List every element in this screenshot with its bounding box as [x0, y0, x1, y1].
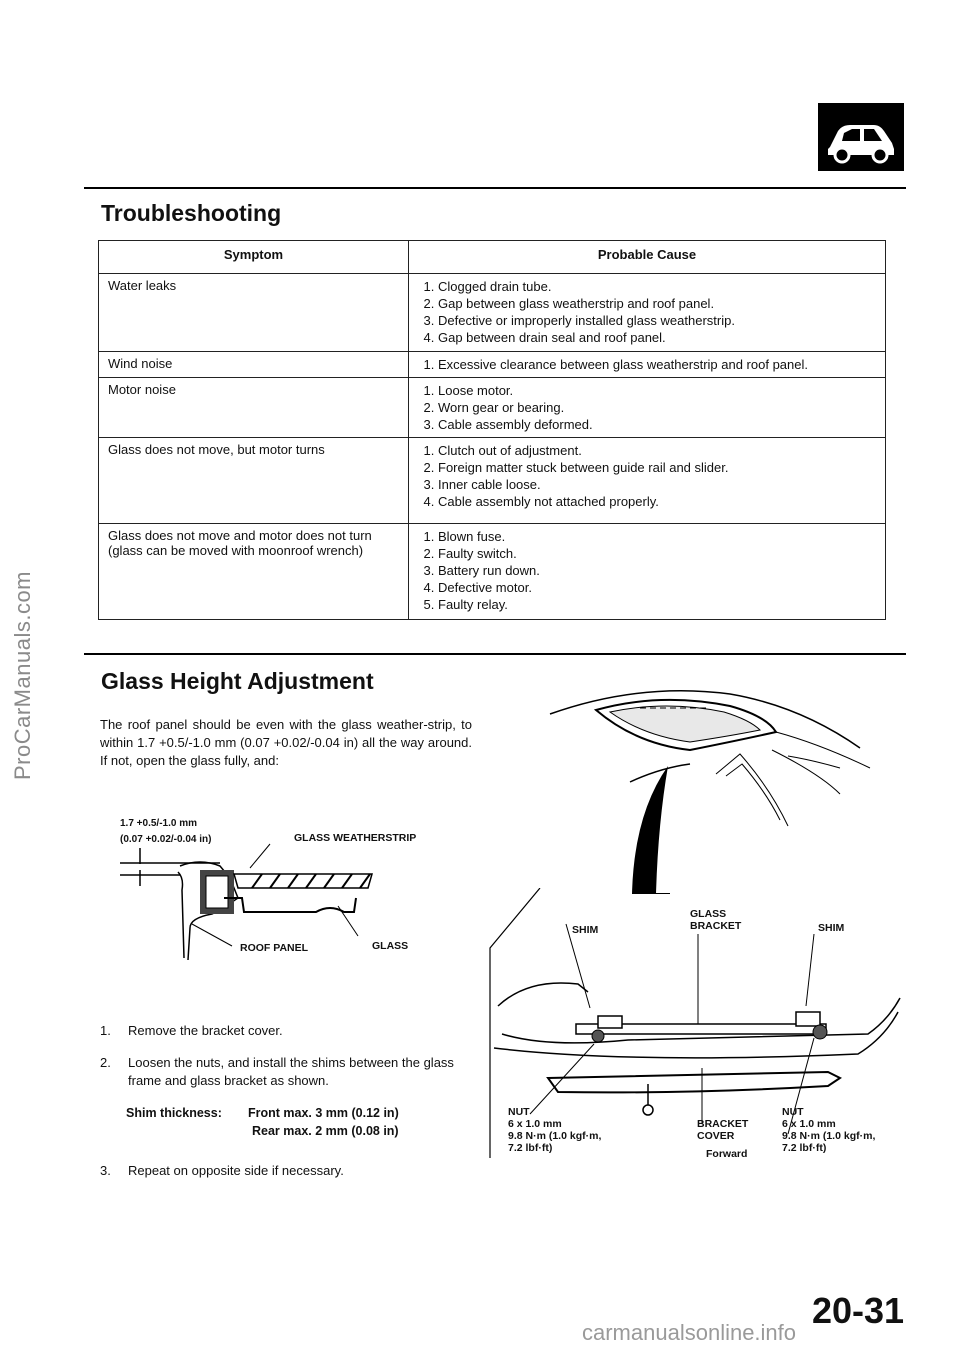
cause-item: 3. Inner cable loose. [438, 476, 876, 493]
cause-item: 1. Excessive clearance between glass weatherstrip and roof panel. [438, 356, 876, 373]
roof-panel-label: ROOF PANEL [240, 942, 309, 954]
nut-right-line: NUT [782, 1106, 804, 1118]
nut-left-line: 6 x 1.0 mm [508, 1118, 562, 1130]
cause-cell [409, 524, 886, 620]
footer-watermark: carmanualsonline.info [582, 1320, 797, 1345]
nut-right-line: 6 x 1.0 mm [782, 1118, 836, 1130]
cause-item: 4. Cable assembly not attached properly. [438, 493, 876, 510]
glass-bracket-label-line1: GLASS [690, 908, 727, 920]
dimension-in-label: (0.07 +0.02/-0.04 in) [120, 834, 212, 845]
cause-item: 1. Blown fuse. [438, 528, 876, 545]
cause-item: 3. Battery run down. [438, 562, 876, 579]
symptom-cell: Wind noise [99, 352, 409, 378]
step-text: Loosen the nuts, and install the shims between the glass frame and glass bracket as shown. [128, 1055, 454, 1088]
cross-section-drawing [120, 818, 480, 968]
cause-item: 5. Faulty relay. [438, 596, 876, 613]
glass-label: GLASS [372, 940, 409, 952]
procedure-steps [100, 1022, 472, 1194]
step-item [100, 1162, 472, 1180]
cause-item: 1. Clutch out of adjustment. [438, 442, 876, 459]
shim-thickness-spec [126, 1104, 472, 1140]
bracket-cover-callout [697, 1118, 748, 1142]
step-item [100, 1022, 472, 1040]
cause-item: 1. Loose motor. [438, 382, 876, 399]
bracket-cover-line: BRACKET [697, 1118, 749, 1130]
cause-header: Probable Cause [409, 241, 886, 274]
symptom-header: Symptom [99, 241, 409, 274]
nut-right-callout [782, 1106, 875, 1154]
cause-item: 2. Worn gear or bearing. [438, 399, 876, 416]
table-row [99, 378, 886, 438]
cause-item: 2. Faulty switch. [438, 545, 876, 562]
glass-bracket-label-line2: BRACKET [690, 920, 742, 932]
cause-item: 1. Clogged drain tube. [438, 278, 876, 295]
cause-cell [409, 438, 886, 524]
step-text: Remove the bracket cover. [128, 1023, 283, 1038]
step-number: 2. [100, 1055, 111, 1070]
table-row [99, 524, 886, 620]
symptom-cell: Motor noise [99, 378, 409, 438]
section-title-glass-height: Glass Height Adjustment [101, 668, 374, 694]
table-row [99, 274, 886, 352]
cause-item: 3. Cable assembly deformed. [438, 416, 876, 433]
step-item [100, 1054, 472, 1090]
shim-thickness-label: Shim thickness: [126, 1106, 222, 1120]
cross-section-diagram [120, 818, 480, 968]
forward-label: Forward [706, 1148, 748, 1160]
table-row [99, 438, 886, 524]
cause-item: 3. Defective or improperly installed glass weatherstrip. [438, 312, 876, 329]
shim-rear-value: Rear max. 2 mm (0.08 in) [252, 1124, 399, 1138]
section-rule-middle [84, 653, 906, 655]
shim-left-label: SHIM [572, 924, 599, 936]
page-number: 20-31 [812, 1290, 905, 1331]
weatherstrip-label: GLASS WEATHERSTRIP [294, 832, 417, 844]
step-number: 1. [100, 1023, 111, 1038]
step-number: 3. [100, 1163, 111, 1178]
troubleshooting-table [98, 240, 886, 620]
nut-left-callout [508, 1106, 601, 1154]
nut-right-line: 7.2 lbf·ft) [782, 1142, 827, 1154]
cause-cell [409, 378, 886, 438]
cause-cell [409, 274, 886, 352]
symptom-cell: Water leaks [99, 274, 409, 352]
nut-left-line: 7.2 lbf·ft) [508, 1142, 553, 1154]
section-rule-top [84, 187, 906, 189]
cause-item: 4. Gap between drain seal and roof panel. [438, 329, 876, 346]
cause-item: 2. Gap between glass weatherstrip and roof panel. [438, 295, 876, 312]
watermark: ProCarManuals.com [10, 570, 35, 780]
nut-left-line: 9.8 N·m (1.0 kgf·m, [508, 1130, 602, 1142]
cause-item: 2. Foreign matter stuck between guide rail and slider. [438, 459, 876, 476]
shim-front-value: Front max. 3 mm (0.12 in) [248, 1106, 399, 1120]
moonroof-illustration [540, 684, 910, 894]
symptom-cell: Glass does not move and motor does not turn (glass can be moved with moonroof wrench) [99, 524, 409, 620]
intro-paragraph: The roof panel should be even with the glass weather-strip, to within 1.7 +0.5/-1.0 mm (0.07 +0.02/-0.04 in) all the way around. If not, open the glass fully, and: [100, 717, 472, 768]
dimension-mm-label: 1.7 +0.5/-1.0 mm [120, 818, 197, 829]
nut-left-line: NUT [508, 1106, 530, 1118]
cause-cell [409, 352, 886, 378]
table-row [99, 352, 886, 378]
nut-right-line: 9.8 N·m (1.0 kgf·m, [782, 1130, 876, 1142]
cause-item: 4. Defective motor. [438, 579, 876, 596]
car-section-icon [818, 103, 904, 171]
bracket-cover-line: COVER [697, 1130, 735, 1142]
shim-right-label: SHIM [818, 922, 845, 934]
section-title-troubleshooting: Troubleshooting [101, 200, 282, 226]
step-text: Repeat on opposite side if necessary. [128, 1163, 344, 1178]
symptom-cell: Glass does not move, but motor turns [99, 438, 409, 524]
